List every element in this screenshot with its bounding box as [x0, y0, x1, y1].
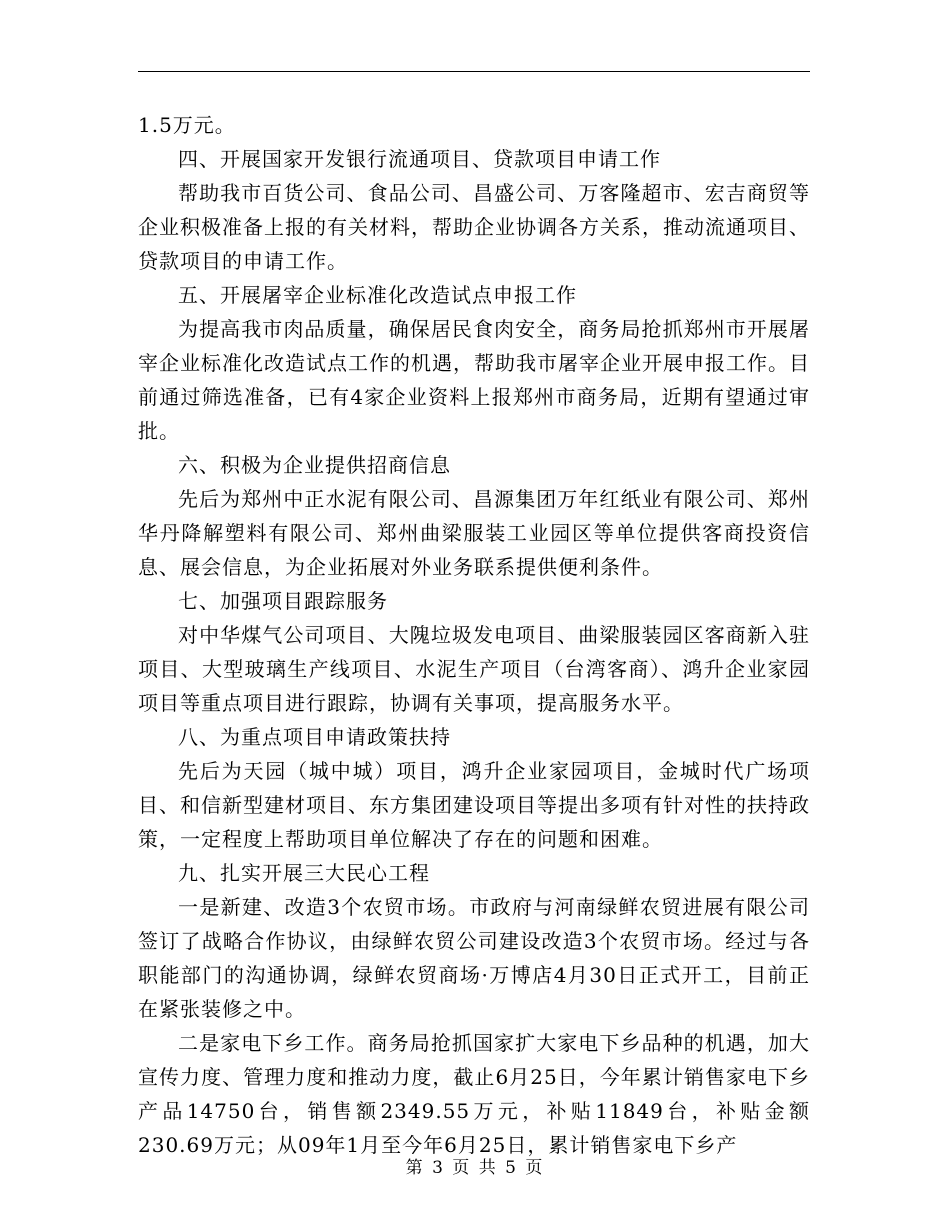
section-heading-6: 六、积极为企业提供招商信息 [178, 453, 451, 477]
header-rule [138, 71, 810, 72]
paragraph-4: 帮助我市百货公司、食品公司、昌盛公司、万客隆超市、宏吉商贸等企业积极准备上报的有关材料，帮助企业协调各方关系，推动流通项目、贷款项目的申请工作。 [138, 181, 810, 273]
paragraph-5: 为提高我市肉品质量，确保居民食肉安全，商务局抢抓郑州市开展屠宰企业标准化改造试点工作的机遇，帮助我市屠宰企业开展申报工作。目前通过筛选准备，已有4家企业资料上报郑州市商务局，近期有望通过审批。 [138, 317, 810, 443]
document-body [138, 108, 810, 1162]
section-heading-7: 七、加强项目跟踪服务 [178, 589, 388, 613]
section-heading-4: 四、开展国家开发银行流通项目、贷款项目申请工作 [178, 147, 661, 171]
paragraph-9-appliances: 二是家电下乡工作。商务局抢抓国家扩大家电下乡品种的机遇，加大宣传力度、管理力度和推动力度，截止6月25日，今年累计销售家电下乡产品14750台，销售额2349.55万元，补贴11849台，补贴金额230.69万元；从09年1月至今年6月25日，累计销售家电下乡产 [138, 1031, 810, 1157]
paragraph-9-markets: 一是新建、改造3个农贸市场。市政府与河南绿鲜农贸进展有限公司签订了战略合作协议，由绿鲜农贸公司建设改造3个农贸市场。经过与各职能部门的沟通协调，绿鲜农贸商场·万博店4月30日正式开工，目前正在紧张装修之中。 [138, 895, 810, 1021]
paragraph-8: 先后为天园（城中城）项目，鸿升企业家园项目，金城时代广场项目、和信新型建材项目、东方集团建设项目等提出多项有针对性的扶持政策，一定程度上帮助项目单位解决了存在的问题和困难。 [138, 759, 810, 851]
continuation-line: 1.5万元。 [138, 113, 236, 137]
section-heading-8: 八、为重点项目申请政策扶持 [178, 725, 451, 749]
section-heading-9: 九、扎实开展三大民心工程 [178, 861, 430, 885]
paragraph-6: 先后为郑州中正水泥有限公司、昌源集团万年红纸业有限公司、郑州华丹降解塑料有限公司、郑州曲梁服装工业园区等单位提供客商投资信息、展会信息，为企业拓展对外业务联系提供便利条件。 [138, 487, 810, 579]
paragraph-7: 对中华煤气公司项目、大隗垃圾发电项目、曲梁服装园区客商新入驻项目、大型玻璃生产线项目、水泥生产项目（台湾客商）、鸿升企业家园项目等重点项目进行跟踪，协调有关事项，提高服务水平。 [138, 623, 810, 715]
section-heading-5: 五、开展屠宰企业标准化改造试点申报工作 [178, 283, 577, 307]
page-number-footer: 第 3 页 共 5 页 [405, 1158, 545, 1178]
